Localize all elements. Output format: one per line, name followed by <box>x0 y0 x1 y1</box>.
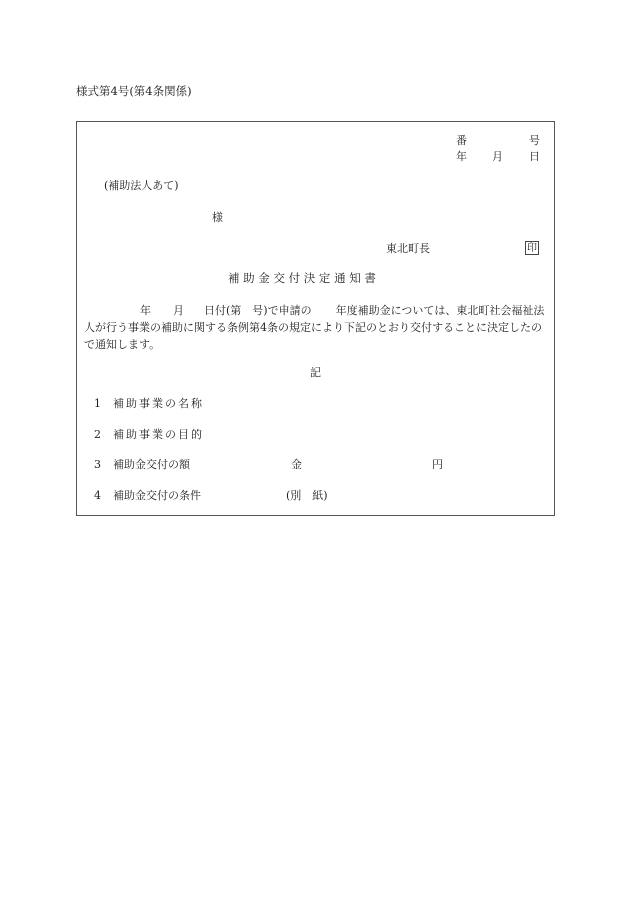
item-2-label: 補助事業の目的 <box>113 428 204 441</box>
form-label: 様式第4号(第4条関係) <box>76 84 192 98</box>
seal-stamp: 印 <box>527 243 537 254</box>
item-1-label: 補助事業の名称 <box>113 397 204 410</box>
item-3-label: 補助金交付の額 <box>113 458 190 471</box>
item-1-number: 1 <box>94 397 101 410</box>
ki-heading: 記 <box>310 366 321 379</box>
item-3-kin: 金 <box>291 458 302 471</box>
body-paragraph <box>84 302 550 353</box>
document-title: 補 助 金 交 付 決 定 通 知 書 <box>228 271 376 285</box>
body-month: 月 <box>173 304 184 317</box>
issuer-name: 東北町長 <box>386 242 430 255</box>
item-4-number: 4 <box>94 489 101 502</box>
date-day: 日 <box>529 150 540 163</box>
item-4-note: (別 紙) <box>286 489 328 502</box>
date-year: 年 <box>456 150 467 163</box>
item-4-label: 補助金交付の条件 <box>113 489 201 502</box>
number-suffix: 号 <box>529 134 540 147</box>
item-3-yen: 円 <box>432 458 443 471</box>
item-3-number: 3 <box>94 458 101 471</box>
body-year: 年 <box>140 304 151 317</box>
addressee-line: (補助法人あて) <box>104 179 179 192</box>
addressee-sama: 様 <box>212 211 223 224</box>
date-month: 月 <box>492 150 503 163</box>
body-date-ref: 日付(第 号)で申請の <box>204 304 312 317</box>
item-2-number: 2 <box>94 428 101 441</box>
body-main-text: 年度補助金については、東北町社会福祉法人が行う事業の補助に関する条例第4条の規定により下記のとおり交付することに決定したので通知します。 <box>84 304 545 351</box>
number-prefix: 番 <box>456 134 467 147</box>
